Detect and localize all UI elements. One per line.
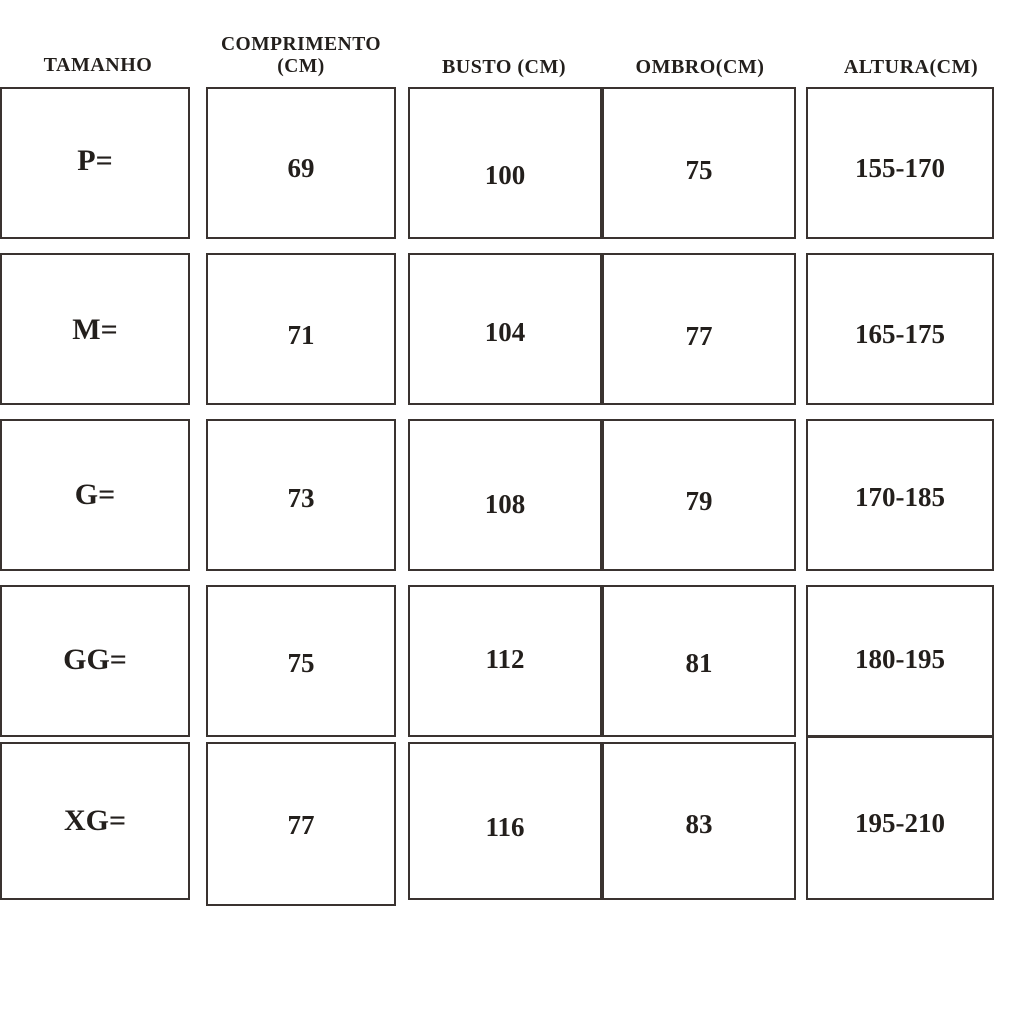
- table-row: G=: [74, 478, 116, 511]
- table-row: 116: [485, 812, 525, 842]
- table-row: 108: [484, 489, 526, 519]
- table-row: 83: [685, 809, 713, 839]
- table-row: 75: [685, 155, 713, 185]
- table-row: 104: [484, 317, 526, 347]
- table-row: 81: [685, 648, 713, 678]
- table-row: 195-210: [855, 808, 945, 838]
- table-row: 77: [287, 810, 315, 840]
- column-header-ombro-label: OMBRO(CM): [635, 56, 765, 78]
- column-header-tamanho-label: TAMANHO: [43, 54, 153, 76]
- table-row: 170-185: [855, 482, 945, 512]
- table-row: 165-175: [855, 319, 945, 349]
- column-header-comprimento: [196, 34, 406, 78]
- table-row: 180-195: [855, 644, 945, 674]
- column-header-comprimento-label: COMPRIMENTO: [220, 34, 382, 55]
- table-row: 71: [287, 320, 315, 350]
- table-row: 155-170: [855, 153, 945, 183]
- table-row: 79: [685, 486, 713, 516]
- table-row: GG=: [63, 643, 127, 676]
- column-header-busto-label: BUSTO (CM): [441, 56, 567, 78]
- column-header-tamanho: [0, 54, 196, 76]
- column-header-altura: [798, 56, 1024, 78]
- table-row: XG=: [63, 804, 127, 837]
- table-row: M=: [72, 313, 118, 346]
- table-row: 73: [287, 483, 315, 513]
- table-row: 69: [287, 153, 315, 183]
- table-header-row: [0, 26, 1024, 88]
- column-header-busto: [406, 56, 602, 78]
- table-row: 112: [485, 644, 525, 674]
- table-row: 100: [484, 160, 526, 190]
- column-header-altura-label: ALTURA(CM): [843, 56, 979, 78]
- column-header-ombro: [602, 56, 798, 78]
- column-header-comprimento-unit: (CM): [277, 55, 325, 77]
- table-row: P=: [77, 144, 113, 177]
- table-row: 75: [287, 648, 315, 678]
- table-row: 77: [685, 321, 713, 351]
